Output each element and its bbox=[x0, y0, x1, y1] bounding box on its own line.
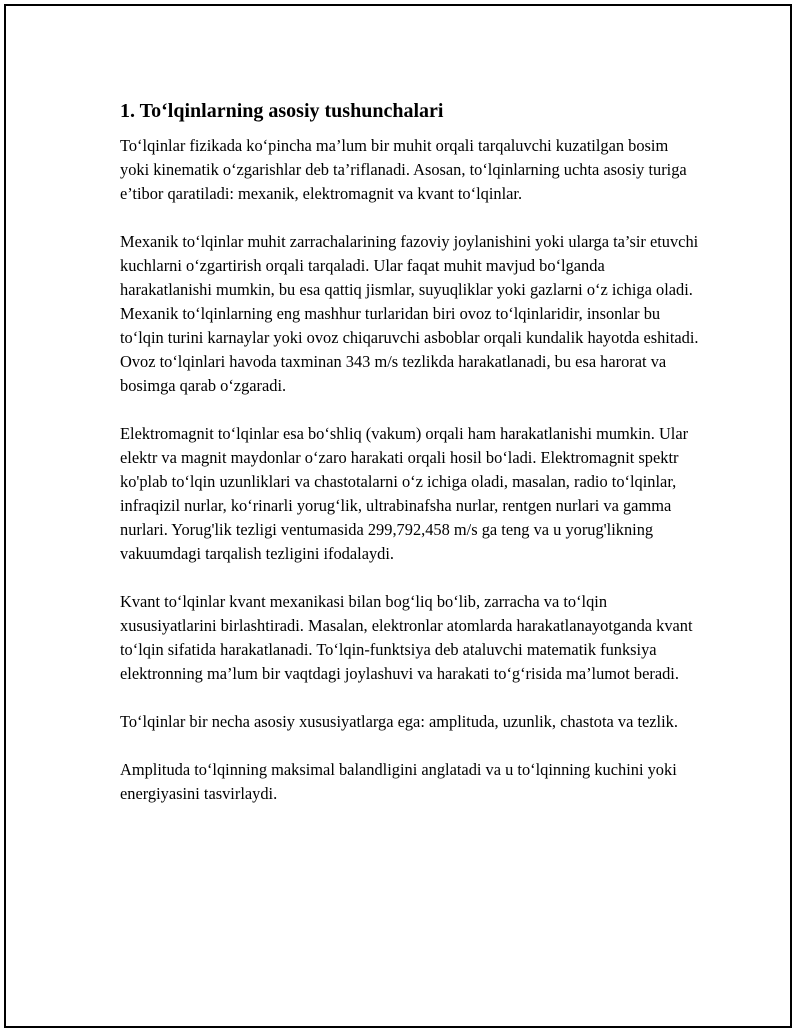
document-page bbox=[4, 4, 792, 1028]
paragraph-intro: To‘lqinlar fizikada ko‘pincha ma’lum bir muhit orqali tarqaluvchi kuzatilgan bosim yoki kinematik o‘zgarishlar deb ta’riflanadi. Asosan, to‘lqinlarning uchta asosiy turiga e’tibor qaratiladi: mexanik, elektromagnit va kvant to‘lqinlar. bbox=[120, 136, 687, 203]
paragraph-amplitude: Amplituda to‘lqinning maksimal balandligini anglatadi va u to‘lqinning kuchini yoki energiyasini tasvirlaydi. bbox=[120, 760, 677, 803]
document-content bbox=[120, 98, 700, 830]
paragraph-mechanical-waves: Mexanik to‘lqinlar muhit zarrachalarining fazoviy joylanishini yoki ularga ta’sir etuvchi kuchlarni o‘zgartirish orqali tarqaladi. Ular faqat muhit mavjud bo‘lganda harakatlanishi mumkin, bu esa qattiq jismlar, suyuqliklar yoki gazlarni o‘z ichiga oladi. Mexanik to‘lqinlarning eng mashhur turlaridan biri ovoz to‘lqinlaridir, insonlar bu to‘lqin turini karnaylar yoki ovoz chiqaruvchi asboblar orqali kundalik hayotda eshitadi. Ovoz to‘lqinlari havoda taxminan 343 m/s tezlikda harakatlanadi, bu esa harorat va bosimga qarab o‘zgaradi. bbox=[120, 232, 699, 395]
paragraph-electromagnetic-waves: Elektromagnit to‘lqinlar esa bo‘shliq (vakum) orqali ham harakatlanishi mumkin. Ular elektr va magnit maydonlar o‘zaro harakati orqali hosil bo‘ladi. Elektromagnit spektr ko'plab to‘lqin uzunliklari va chastotalarni o‘z ichiga oladi, masalan, radio to‘lqinlar, infraqizil nurlar, ko‘rinarli yorug‘lik, ultrabinafsha nurlar, rentgen nurlari va gamma nurlari. Yorug'lik tezligi ventumasida 299,792,458 m/s ga teng va u yorug'likning vakuumdagi tarqalish tezligini ifodalaydi. bbox=[120, 424, 689, 563]
paragraph-quantum-waves: Kvant to‘lqinlar kvant mexanikasi bilan bog‘liq bo‘lib, zarracha va to‘lqin xususiyatlarini birlashtiradi. Masalan, elektronlar atomlarda harakatlanayotganda kvant to‘lqin sifatida harakatlanadi. To‘lqin-funktsiya deb ataluvchi matematik funksiya elektronning ma’lum bir vaqtdagi joylashuvi va harakati to‘g‘risida ma’lumot beradi. bbox=[120, 592, 693, 683]
paragraph-wave-properties: To‘lqinlar bir necha asosiy xususiyatlarga ega: amplituda, uzunlik, chastota va tezlik. bbox=[120, 712, 678, 731]
section-heading: 1. To‘lqinlarning asosiy tushunchalari bbox=[120, 100, 444, 122]
